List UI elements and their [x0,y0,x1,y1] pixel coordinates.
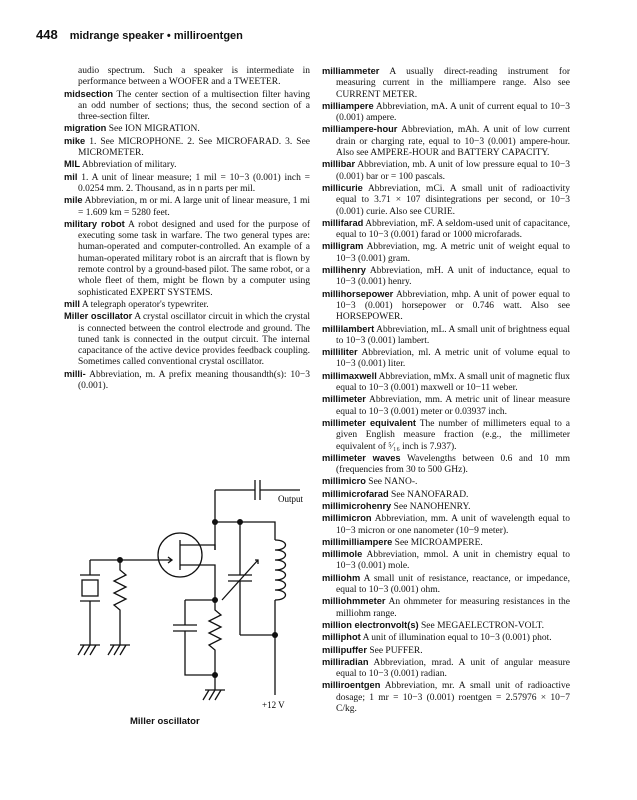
dictionary-entry [322,537,570,549]
entry-definition: Abbreviation, mr. A small unit of radioactive dosage; 1 mr = 10−3 (0.001) roentgen = 2.57976 × 10−7 C/kg. [336,681,570,715]
figure-caption: Miller oscillator [130,716,200,727]
output-label: Output [278,494,304,504]
entry-term: millimaxwell [322,370,377,381]
ground-mid [108,645,130,655]
entry-definition: The center section of a multisection filter having an odd number of sections; thus, the second section of a three-section filter. [78,89,310,123]
entry-term: milligram [322,241,364,252]
dictionary-entry [64,172,310,196]
entry-term: milliphot [322,632,361,643]
entry-term: milliliter [322,347,358,358]
dictionary-entry [322,418,570,453]
entry-definition: Abbreviation, ml. A metric unit of volume equal to 10−3 (0.001) liter. [336,348,570,370]
miller-oscillator-diagram [50,460,320,730]
dictionary-entry [322,476,570,488]
dictionary-entry [322,549,570,573]
dictionary-entry [322,265,570,289]
entry-definition: 1. A unit of linear measure; 1 mil = 10−3 (0.001) inch = 0.0254 mm. 2. Thousand, as in n parts per mil. [78,172,311,194]
entry-term: millilambert [322,323,375,334]
entry-definition: The number of millimeters equal to a given English measure fraction (e.g., the millimeter equivalent of ⁵⁄₁₆ inch is 7.937). [336,418,571,452]
dictionary-entry [64,136,310,160]
entry-definition: Abbreviation, m or mi. A large unit of linear measure, 1 mi = 1.609 km = 5280 feet. [78,196,310,218]
entry-definition: See MICROAMPERE. [394,537,483,548]
entry-definition: A unit of illumination equal to 10−3 (0.001) phot. [362,633,552,644]
entry-definition: See MEGAELECTRON-VOLT. [420,620,544,631]
ground-left [78,645,100,655]
entry-definition: audio spectrum. Such a speaker is intermediate in performance between a WOOFER and a TWEETER. [78,66,310,88]
crystal [82,580,98,596]
dictionary-entry [64,159,310,171]
dictionary-entry [322,501,570,513]
entry-term: milliampere [322,100,374,111]
dictionary-entry [64,195,310,219]
entry-term: millimeter waves [322,452,401,463]
entry-term: mil [64,171,78,182]
dictionary-entry [322,513,570,537]
entry-term: millimicrofarad [322,488,389,499]
entry-term: milli- [64,368,86,379]
entry-definition: See NANOFARAD. [391,489,469,500]
dictionary-entry [322,645,570,657]
dictionary-entry [322,347,570,371]
entry-definition: Abbreviation, mm. A metric unit of linear measure equal to 10−3 (0.001) meter or 0.03937 inch. [336,395,570,417]
output-capacitor [255,480,260,500]
entry-term: millimeter equivalent [322,417,416,428]
dictionary-entry [322,657,570,681]
dictionary-entry [64,299,310,311]
entry-term: millicurie [322,182,363,193]
entry-term: midsection [64,88,114,99]
entry-definition: Abbreviation, mCi. A small unit of radioactivity equal to 3.71 × 107 disintegrations per second, or 10−3 (0.001) curie. Also see CURIE. [336,183,570,217]
entry-term: milliohmmeter [322,596,386,607]
junction-dot [117,557,123,563]
entry-definition: An ohmmeter for measuring resistances in the milliohm range. [336,597,571,619]
dictionary-entry [64,66,310,89]
ground-source [203,690,225,700]
dictionary-entry [322,680,570,715]
entry-definition: A robot designed and used for the purpose of executing some task in warfare. The two general types are: human-operated and computer-controlled. An example of a human-operated military robot is an aircraft that is flown by remote control by a ground-based pilot. The same robot, or a whole fleet of them, might be flown by a computer using sophisticated EXPERT SYSTEMS. [78,219,310,298]
entry-term: milliradian [322,656,369,667]
entry-term: milliammeter [322,66,380,76]
entry-definition: Abbreviation of military. [81,160,177,171]
entry-term: millimicrohenry [322,500,392,511]
entry-definition: A usually direct-reading instrument for measuring current in the milliampere range. Also see CURRENT METER. [336,67,570,100]
entry-term: mill [64,298,81,309]
dictionary-entry [322,183,570,218]
entry-term: MIL [64,159,81,170]
entry-term: mile [64,195,83,206]
dictionary-entry [322,394,570,418]
dictionary-entry [322,218,570,242]
running-title: midrange speaker • milliroentgen [69,30,243,42]
dictionary-entry [322,620,570,632]
entry-term: milliohm [322,572,361,583]
entry-term: milliampere-hour [322,124,398,135]
entry-definition: A small unit of resistance, reactance, or impedance, equal to 10−3 (0.001) ohm. [336,573,570,596]
junction-dot [212,672,218,678]
entry-definition: A crystal oscillator circuit in which the crystal is connected between the control electrode and ground. The tuned tank is connected in the output circuit. The internal capacitance of the active device provides feedback coupling. Sometimes called conventional crystal oscillator. [78,312,311,368]
page-number: 448 [36,27,58,42]
supply-label: +12 V [262,700,285,710]
gate-resistor [114,560,126,645]
bypass-capacitor [173,625,197,631]
dictionary-entry [322,66,570,101]
dictionary-entry [322,453,570,477]
entry-definition: Abbreviation, mg. A metric unit of weight equal to 10−3 (0.001) gram. [336,242,570,264]
entry-term: military robot [64,218,125,229]
junction-dot [272,632,278,638]
entry-definition: Abbreviation, mrad. A unit of angular measure equal to 10−3 (0.001) radian. [336,657,570,680]
entry-definition: See PUFFER. [369,645,423,656]
dictionary-entry [322,289,570,324]
dictionary-entry [64,311,310,368]
entry-definition: Abbreviation, mhp. A unit of power equal to 10−3 (0.001) horsepower or 0.746 watt. Also see HORSEPOWER. [336,289,570,323]
entry-definition: Abbreviation, m. A prefix meaning thousandth(s): 10−3 (0.001). [78,369,310,392]
entry-definition: A telegraph operator's typewriter. [81,299,209,310]
entry-definition: See NANO-. [368,477,418,488]
entry-term: millimole [322,549,363,560]
source-resistor [209,600,221,660]
dictionary-entry [322,159,570,183]
dictionary-entry [322,489,570,501]
entry-term: millifarad [322,217,364,228]
entry-term: million electronvolt(s) [322,619,419,630]
entry-definition: 1. See MICROPHONE. 2. See MICROFARAD. 3. See MICROMETER. [78,136,311,159]
entry-definition: Abbreviation, mA. A unit of current equal to 10−3 (0.001) ampere. [336,101,570,124]
dictionary-entry [322,124,570,159]
dictionary-entry [322,371,570,395]
dictionary-entry [322,596,570,620]
entry-term: migration [64,123,107,134]
dictionary-entry [322,632,570,644]
entry-definition: Abbreviation, mmol. A unit in chemistry equal to 10−3 (0.001) mole. [336,550,570,572]
entry-definition: Abbreviation, mF. A seldom-used unit of capacitance, equal to 10−3 (0.001) farad or 1000 microfarads. [336,218,570,241]
dictionary-entry [322,241,570,265]
junction-dot [237,519,243,525]
left-column [64,66,310,392]
entry-definition: Abbreviation, mMx. A small unit of magnetic flux equal to 10−3 (0.001) maxwell or 10−11 weber. [336,371,570,394]
entry-definition: Abbreviation, mL. A small unit of brightness equal to 10−3 (0.001) lambert. [336,324,570,346]
page-header [36,26,243,44]
entry-term: Miller oscillator [64,311,133,322]
entry-definition: See NANOHENRY. [393,501,471,512]
entry-term: millipuffer [322,644,367,655]
dictionary-entry [322,101,570,125]
entry-definition: Abbreviation, mb. A unit of low pressure equal to 10−3 (0.001) bar or = 100 pascals. [336,160,570,182]
entry-term: millimilliampere [322,536,393,547]
entry-definition: See ION MIGRATION. [108,124,200,135]
entry-term: mike [64,135,86,146]
dictionary-entry [322,324,570,348]
entry-definition: Wavelengths between 0.6 and 10 mm (frequencies from 30 to 500 GHz). [336,453,570,476]
entry-term: milliroentgen [322,680,381,691]
entry-term: millihorsepower [322,288,394,299]
junction-dot [212,597,218,603]
dictionary-entry [64,123,310,135]
entry-term: millibar [322,159,356,170]
tank-coil [275,540,286,600]
entry-definition: Abbreviation, mm. A unit of wavelength equal to 10−3 micron or one nanometer (10−9 meter). [336,514,570,536]
junction-dot [212,519,218,525]
dictionary-entry [322,573,570,597]
entry-definition: Abbreviation, mAh. A unit of low current drain or charging rate, equal to 10−3 (0.001) ampere-hour. Also see AMPERE-HOUR and BATTERY CAPACITY. [336,125,570,159]
right-column [322,66,570,715]
entry-term: millimicro [322,476,366,487]
entry-term: millihenry [322,265,366,276]
dictionary-entry [64,89,310,124]
entry-definition: Abbreviation, mH. A unit of inductance, equal to 10−3 (0.001) henry. [336,266,570,288]
entry-term: millimeter [322,394,366,405]
dictionary-entry [64,369,310,393]
entry-term: millimicron [322,513,372,524]
dictionary-entry [64,219,310,299]
